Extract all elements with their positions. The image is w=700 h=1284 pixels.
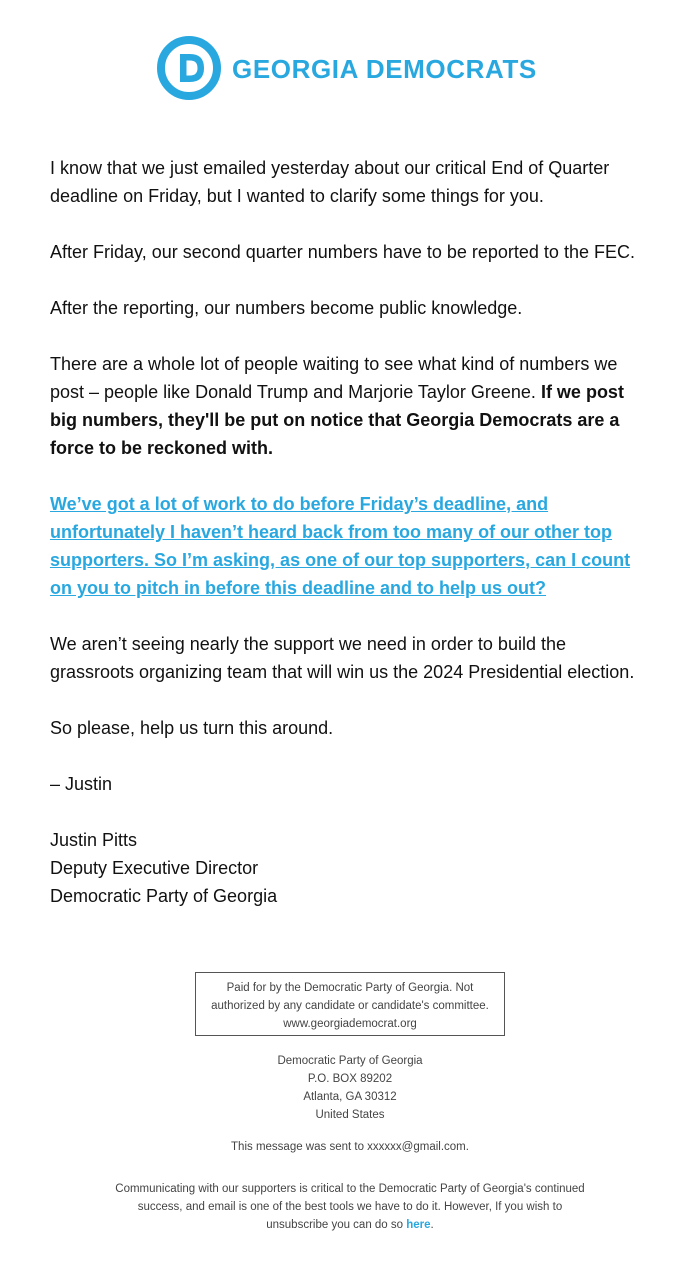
disclaimer-website: www.georgiademocrat.org (283, 1018, 417, 1030)
address-line: P.O. BOX 89202 (307, 1073, 393, 1085)
paragraph-please: So please, help us turn this around. (50, 718, 334, 738)
mailing-address (0, 1052, 700, 1124)
paragraph-waiting (50, 350, 650, 462)
header (0, 36, 700, 102)
text-line: deadline on Friday, but I wanted to clarify some things for you. (50, 186, 544, 206)
disclaimer-line: authorized by any candidate or candidate's committee. (211, 1000, 489, 1012)
signature-title: Deputy Executive Director (50, 858, 259, 878)
unsubscribe-notice (100, 1180, 600, 1234)
text-line: There are a whole lot of people waiting to see what kind of numbers we (50, 354, 618, 374)
text-line (50, 378, 650, 406)
paragraph-public: After the reporting, our numbers become public knowledge. (50, 298, 523, 318)
address-line: Democratic Party of Georgia (277, 1055, 423, 1067)
bold-text-line: force to be reckoned with. (50, 438, 274, 458)
paid-for-disclaimer (195, 972, 505, 1036)
text-line: We aren’t seeing nearly the support we need in order to build the (50, 634, 566, 654)
signature-name: Justin Pitts (50, 830, 138, 850)
paragraph-fec: After Friday, our second quarter numbers have to be reported to the FEC. (50, 242, 635, 262)
cta-paragraph (50, 490, 650, 602)
unsubscribe-link[interactable]: here (406, 1219, 431, 1231)
bold-text-line: big numbers, they'll be put on notice that Georgia Democrats are a (50, 410, 620, 430)
signature-org: Democratic Party of Georgia (50, 886, 278, 906)
note-line: Communicating with our supporters is critical to the Democratic Party of Georgia's continued (115, 1183, 585, 1195)
address-line: United States (315, 1109, 385, 1121)
disclaimer-line: Paid for by the Democratic Party of Georgia. Not (226, 982, 474, 994)
donate-cta-link[interactable]: We’ve got a lot of work to do before Friday’s deadline, and (50, 494, 549, 514)
signature-block (50, 826, 650, 910)
text-line: grassroots organizing team that will win us the 2024 Presidential election. (50, 662, 635, 682)
note-line: success, and email is one of the best tools we have to do it. However, If you wish to (137, 1201, 563, 1213)
text-segment: post – people like Donald Trump and Marjorie Taylor Greene. (50, 382, 541, 402)
address-line: Atlanta, GA 30312 (303, 1091, 397, 1103)
note-text: unsubscribe you can do so (266, 1219, 407, 1231)
democrats-logo-icon (157, 36, 221, 100)
text-line: I know that we just emailed yesterday about our critical End of Quarter (50, 158, 610, 178)
paragraph-intro (50, 154, 650, 210)
bold-text: If we post (540, 382, 624, 402)
signoff: – Justin (50, 774, 113, 794)
note-text: . (430, 1219, 434, 1231)
donate-cta-link[interactable]: unfortunately I haven’t heard back from too many of our other top (50, 522, 613, 542)
paragraph-support (50, 630, 650, 686)
donate-cta-link[interactable]: on you to pitch in before this deadline and to help us out? (50, 578, 546, 598)
logo-wordmark: GEORGIA DEMOCRATS (232, 54, 537, 84)
sent-to-notice: This message was sent to xxxxxx@gmail.com. (231, 1141, 469, 1153)
donate-cta-link[interactable]: supporters. So I’m asking, as one of our top supporters, can I count (50, 550, 631, 570)
note-line (100, 1216, 600, 1234)
